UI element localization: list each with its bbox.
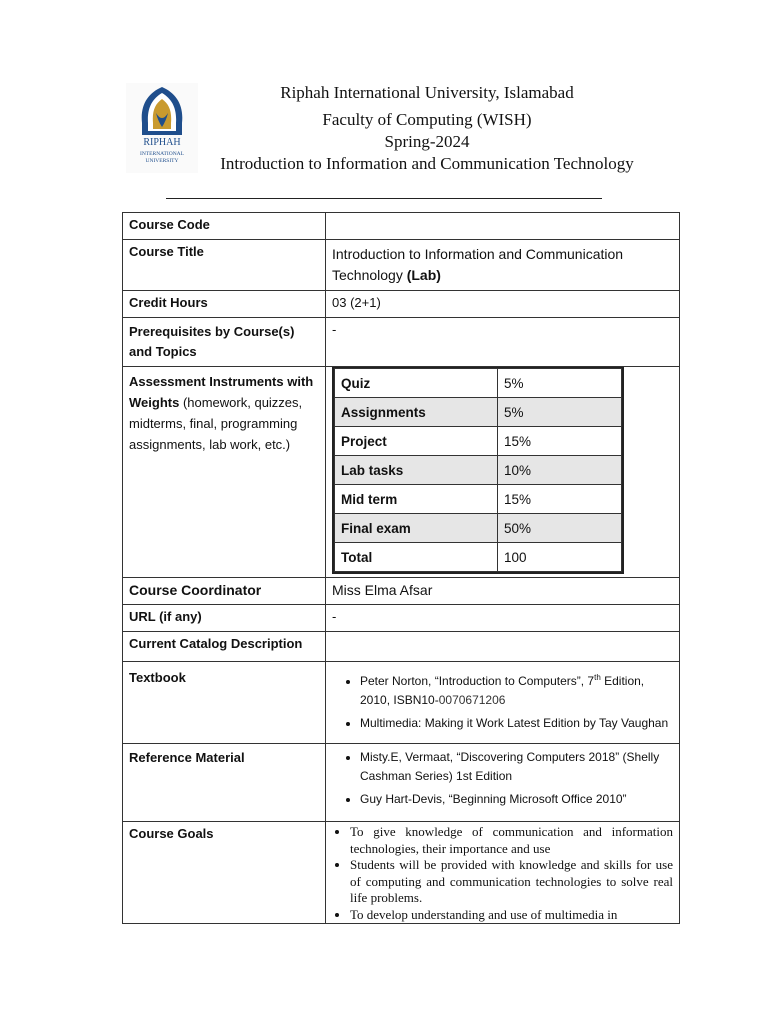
course-heading: Introduction to Information and Communication Technology [220, 154, 634, 173]
logo-name: RIPHAH [143, 137, 181, 148]
assessment-label-bold: Assessment Instruments with Weights [129, 374, 314, 410]
label-course-code: Course Code [123, 213, 326, 240]
goal-item: • To develop understanding and use of multimedia in [350, 907, 673, 924]
svg-text:UNIVERSITY: UNIVERSITY [145, 158, 179, 164]
weight-name: Mid term [335, 485, 498, 514]
faculty-name: Faculty of Computing (WISH) [322, 110, 532, 129]
header-divider [166, 198, 602, 199]
weight-row-total [335, 543, 622, 572]
value-reference [326, 744, 680, 822]
course-title-text: Introduction to Information and Communication Technology [332, 246, 624, 283]
row-catalog [123, 632, 680, 662]
label-goals: Course Goals [123, 822, 326, 924]
weight-name: Lab tasks [335, 456, 498, 485]
reference-item: • Misty.E, Vermaat, “Discovering Computers 2018” (Shelly Cashman Series) 1st Edition [360, 748, 673, 786]
row-prerequisites [123, 318, 680, 367]
value-credit-hours: 03 (2+1) [326, 291, 680, 318]
row-reference [123, 744, 680, 822]
row-course-title [123, 240, 680, 291]
label-credit-hours: Credit Hours [123, 291, 326, 318]
weight-name: Quiz [335, 369, 498, 398]
weight-value: 15% [498, 485, 622, 514]
value-assessment [326, 367, 680, 578]
value-textbook [326, 662, 680, 744]
label-prerequisites: Prerequisites by Course(s) and Topics [123, 318, 326, 367]
row-goals [123, 822, 680, 924]
svg-text:INTERNATIONAL: INTERNATIONAL [140, 151, 184, 157]
row-course-code [123, 213, 680, 240]
weight-name: Total [335, 543, 498, 572]
weight-value: 15% [498, 427, 622, 456]
weight-value: 50% [498, 514, 622, 543]
weight-value: 5% [498, 369, 622, 398]
document-header [200, 82, 654, 175]
assessment-weights-table [332, 367, 624, 574]
weight-row [335, 485, 622, 514]
label-assessment [123, 367, 326, 578]
weight-name: Final exam [335, 514, 498, 543]
value-course-code [326, 213, 680, 240]
row-textbook [123, 662, 680, 744]
goal-item: • To give knowledge of communication and information technologies, their importance and use [350, 824, 673, 857]
weight-row [335, 398, 622, 427]
course-title-lab: (Lab) [406, 267, 441, 283]
label-textbook: Textbook [123, 662, 326, 744]
value-prerequisites: - [326, 318, 680, 367]
assessment-label-detail: (homework, quizzes, midterms, final, programming assignments, lab work, etc.) [129, 395, 303, 452]
weight-row [335, 514, 622, 543]
value-goals [326, 822, 680, 924]
textbook-item: • Peter Norton, “Introduction to Computers”, 7th Edition, 2010, ISBN10-0070671206 [360, 668, 673, 710]
weight-name: Assignments [335, 398, 498, 427]
goal-item: • Students will be provided with knowledge and skills for use of computing and communication technologies to solve real life problems. [350, 857, 673, 907]
label-coordinator: Course Coordinator [123, 578, 326, 605]
row-coordinator [123, 578, 680, 605]
course-outline-table [122, 212, 680, 924]
weight-name: Project [335, 427, 498, 456]
weight-value: 5% [498, 398, 622, 427]
value-catalog [326, 632, 680, 662]
weight-row [335, 456, 622, 485]
row-url [123, 605, 680, 632]
university-name: Riphah International University, Islamabad [280, 83, 574, 102]
value-course-title [326, 240, 680, 291]
label-course-title: Course Title [123, 240, 326, 291]
weight-value: 10% [498, 456, 622, 485]
row-credit-hours [123, 291, 680, 318]
reference-item: • Guy Hart-Devis, “Beginning Microsoft Office 2010” [360, 790, 673, 809]
weight-row [335, 369, 622, 398]
textbook-item: • Multimedia: Making it Work Latest Edition by Tay Vaughan [360, 714, 673, 733]
weight-row [335, 427, 622, 456]
label-url: URL (if any) [123, 605, 326, 632]
weight-value: 100 [498, 543, 622, 572]
value-url: - [326, 605, 680, 632]
university-logo [126, 83, 198, 173]
label-reference: Reference Material [123, 744, 326, 822]
value-coordinator: Miss Elma Afsar [326, 578, 680, 605]
row-assessment [123, 367, 680, 578]
label-catalog: Current Catalog Description [123, 632, 326, 662]
term: Spring-2024 [384, 132, 470, 151]
